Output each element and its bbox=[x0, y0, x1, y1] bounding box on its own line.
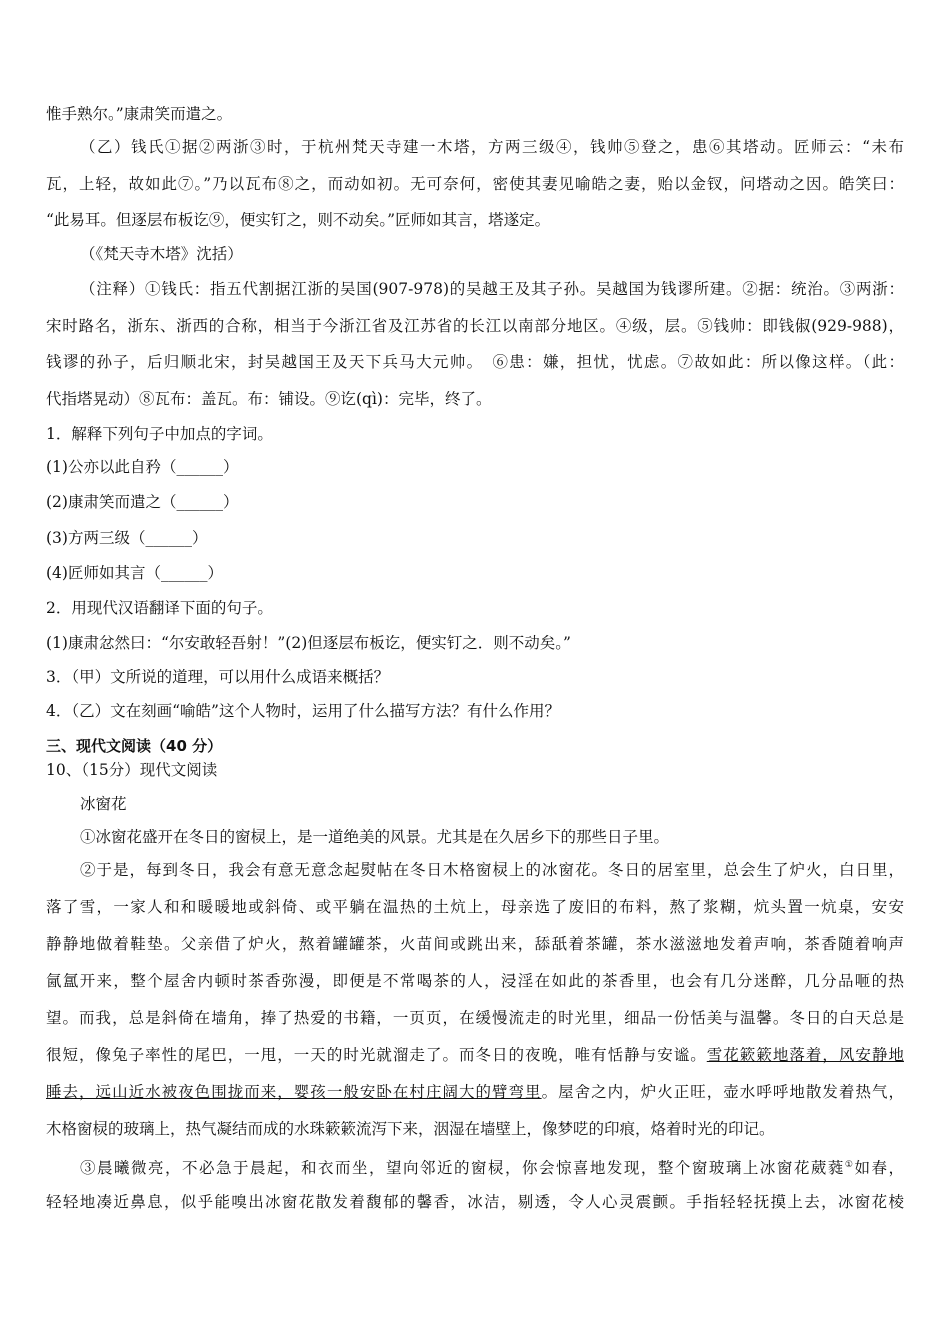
paragraph-line: 静静地做着鞋垫。父亲借了炉火，熬着罐罐茶，火苗间或跳出来，舔舐着茶罐，茶水滋滋地发着声响，茶香随着响声 bbox=[46, 935, 904, 953]
paragraph-text: 很短，像兔子率性的尾巴，一甩，一天的时光就溜走了。而冬日的夜晚，唯有恬静与安谧。 bbox=[46, 1046, 707, 1064]
text-line: 惟手熟尔。”康肃笑而遣之。 bbox=[46, 105, 233, 123]
paragraph-line: 氤氲开来，整个屋舍内顿时茶香弥漫，即便是不常喝茶的人，浸淫在如此的茶香里，也会有几分迷醉，几分品咂的热 bbox=[46, 972, 904, 990]
text-line: （乙）钱氏①据②两浙③时，于杭州梵天寺建一木塔，方两三级④，钱帅⑤登之，患⑥其塔动。匠师云：“未布 bbox=[80, 138, 904, 156]
section-heading: 三、现代文阅读（40 分） bbox=[46, 737, 223, 755]
paragraph-line: ②于是，每到冬日，我会有意无意念起熨帖在冬日木格窗棂上的冰窗花。冬日的居室里，总会生了炉火，白日里， bbox=[80, 861, 904, 879]
annotation-line: 代指塔晃动）⑧瓦布：盖瓦。布：铺设。⑨讫(qì)：完毕，终了。 bbox=[46, 390, 492, 408]
question-10-heading: 10、（15分）现代文阅读 bbox=[46, 761, 218, 779]
question-1: 1．解释下列句子中加点的字词。 bbox=[46, 425, 273, 443]
paragraph-line bbox=[46, 1045, 904, 1065]
paragraph-line bbox=[46, 1082, 904, 1102]
annotation-line: 钱谬的孙子，后归顺北宋，封吴越国王及天下兵马大元帅。 ⑥患：嫌，担忧，忧虑。⑦故如此：所以像这样。（此： bbox=[46, 353, 904, 371]
paragraph-line: 轻轻地凑近鼻息，似乎能嗅出冰窗花散发着馥郁的馨香，冰洁，剔透，令人心灵震颤。手指轻轻抚摸上去，冰窗花棱 bbox=[46, 1193, 904, 1211]
question-4: 4．（乙）文在刻画“喻皓”这个人物时，运用了什么描写方法？有什么作用？ bbox=[46, 702, 560, 720]
annotation-line: 宋时路名，浙东、浙西的合称，相当于今浙江省及江苏省的长江以南部分地区。④级，层。⑤钱帅：即钱俶(929-988)， bbox=[46, 317, 904, 335]
question-1-item: (4)匠师如其言（______） bbox=[46, 564, 223, 582]
question-1-item: (3)方两三级（______） bbox=[46, 529, 208, 547]
paragraph-line: 望。而我，总是斜倚在墙角，捧了热爱的书籍，一页页，在缓慢流走的时光里，细品一份恬美与温馨。冬日的白天总是 bbox=[46, 1009, 904, 1027]
paragraph-text: 。屋舍之内，炉火正旺，壶水呼呼地散发着热气， bbox=[541, 1083, 904, 1101]
annotation-line: （注释）①钱氏：指五代割据江浙的吴国(907-978)的吴越王及其子孙。吴越国为钱谬所建。②据：统治。③两浙： bbox=[80, 280, 904, 298]
question-3: 3．（甲）文所说的道理，可以用什么成语来概括？ bbox=[46, 668, 390, 686]
source-line: （《梵天寺木塔》沈括） bbox=[80, 245, 243, 263]
paragraph-text: 如春， bbox=[854, 1159, 904, 1178]
paragraph-line: 木格窗棂的玻璃上，热气凝结而成的水珠簌簌流泻下来，洇湿在墙壁上，像梦呓的印痕，烙着时光的印记。 bbox=[46, 1120, 775, 1138]
paragraph-line: ①冰窗花盛开在冬日的窗棂上，是一道绝美的风景。尤其是在久居乡下的那些日子里。 bbox=[80, 828, 670, 846]
question-2-item: (1)康肃忿然曰：“尔安敢轻吾射！”(2)但逐层布板讫，便实钉之．则不动矣。” bbox=[46, 634, 571, 652]
paragraph-line: 落了雪，一家人和和暖暖地或斜倚、或平躺在温热的土炕上，母亲选了废旧的布料，熬了浆糊，炕头置一炕桌，安安 bbox=[46, 898, 904, 916]
underlined-text: 睡去，远山近水被夜色围拢而来，婴孩一般安卧在村庄阔大的臂弯里 bbox=[46, 1083, 542, 1101]
paragraph-text: ③晨曦微亮，不必急于晨起，和衣而坐，望向邻近的窗棂，你会惊喜地发现，整个窗玻璃上冰窗花葳蕤 bbox=[80, 1159, 845, 1178]
footnote-mark: ① bbox=[844, 1160, 855, 1170]
question-2: 2．用现代汉语翻译下面的句子。 bbox=[46, 599, 273, 617]
text-line: “此易耳。但逐层布板讫⑨，便实钉之，则不动矣。”匠师如其言，塔遂定。 bbox=[46, 211, 551, 229]
question-1-item: (2)康肃笑而遣之（______） bbox=[46, 493, 239, 511]
text-line: 瓦，上轻，故如此⑦。”乃以瓦布⑧之，而动如初。无可奈何，密使其妻见喻皓之妻，贻以金钗，问塔动之因。皓笑曰： bbox=[46, 175, 904, 193]
question-1-item: (1)公亦以此自矜（______） bbox=[46, 458, 239, 476]
article-title: 冰窗花 bbox=[80, 795, 127, 813]
underlined-text: 雪花簌簌地落着，风安静地 bbox=[706, 1046, 904, 1064]
paragraph-line bbox=[80, 1155, 904, 1178]
